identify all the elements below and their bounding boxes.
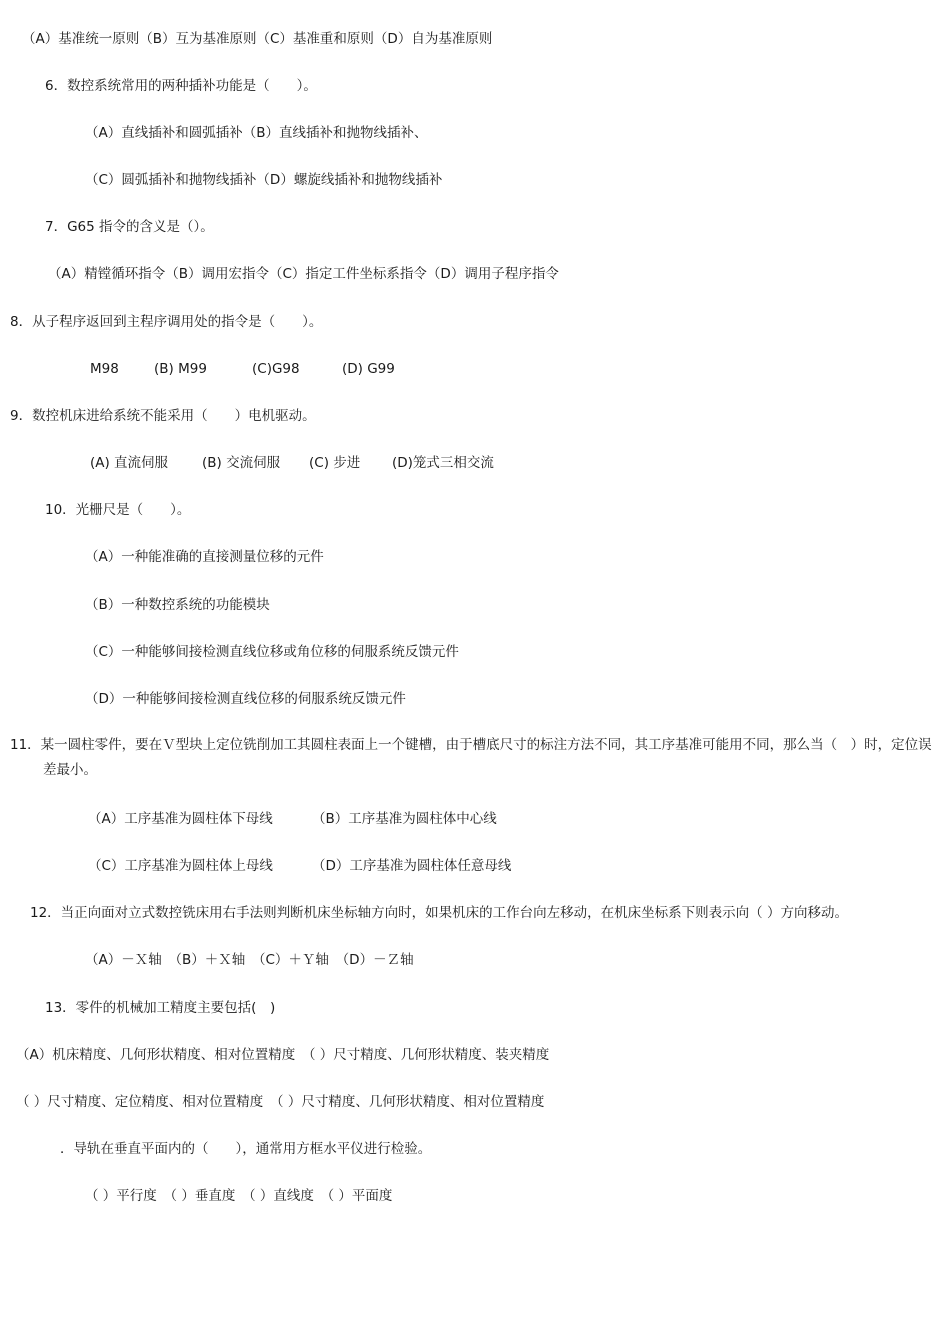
q9-option-c: (C) 步进 bbox=[309, 455, 361, 471]
q11-option-b: （B）工序基准为圆柱体中心线 bbox=[312, 811, 497, 827]
q13-options-1: （A）机床精度、几何形状精度、相对位置精度 （ ）尺寸精度、几何形状精度、装夹精度 bbox=[16, 1047, 550, 1063]
q6-options-cd: （C）圆弧插补和抛物线插补（D）螺旋线插补和抛物线插补 bbox=[85, 172, 443, 188]
q14-options: （ ）平行度 （ ）垂直度 （ ）直线度 （ ）平面度 bbox=[85, 1188, 393, 1204]
question-10: 10．光栅尺是（ ）。 bbox=[45, 502, 191, 518]
q8-option-d: (D) G99 bbox=[342, 361, 395, 377]
q9-option-d: (D)笼式三相交流 bbox=[392, 455, 494, 471]
q8-option-c: (C)G98 bbox=[252, 361, 300, 377]
question-13: 13．零件的机械加工精度主要包括( ) bbox=[45, 1000, 276, 1016]
q6-options-ab: （A）直线插补和圆弧插补（B）直线插补和抛物线插补、 bbox=[85, 125, 428, 141]
q13-options-2: （ ）尺寸精度、定位精度、相对位置精度 （ ）尺寸精度、几何形状精度、相对位置精度 bbox=[16, 1094, 545, 1110]
q10-option-c: （C）一种能够间接检测直线位移或角位移的伺服系统反馈元件 bbox=[85, 644, 459, 660]
q11-option-d: （D）工序基准为圆柱体任意母线 bbox=[312, 858, 512, 874]
q10-option-d: （D）一种能够间接检测直线位移的伺服系统反馈元件 bbox=[85, 691, 406, 707]
q11-option-a: （A）工序基准为圆柱体下母线 bbox=[88, 811, 273, 827]
q12-options: （A）－Ｘ轴 （B）＋Ｘ轴 （C）＋Ｙ轴 （D）－Ｚ轴 bbox=[85, 952, 414, 968]
q8-option-b: (B) M99 bbox=[154, 361, 207, 377]
q5-options: （A）基准统一原则（B）互为基准原则（C）基准重和原则（D）自为基准原则 bbox=[22, 31, 493, 47]
q7-options: （A）精镗循环指令（B）调用宏指令（C）指定工件坐标系指令（D）调用子程序指令 bbox=[48, 266, 559, 282]
q11-option-c: （C）工序基准为圆柱体上母线 bbox=[88, 858, 273, 874]
question-12: 12．当正向面对立式数控铣床用右手法则判断机床坐标轴方向时，如果机床的工作台向左移动，在机床坐标系下则表示向（ ）方向移动。 bbox=[30, 905, 848, 921]
q9-option-b: (B) 交流伺服 bbox=[202, 455, 281, 471]
q10-option-b: （B）一种数控系统的功能模块 bbox=[85, 597, 270, 613]
q8-option-a: M98 bbox=[90, 361, 119, 377]
q9-option-a: (A) 直流伺服 bbox=[90, 455, 169, 471]
question-7: 7．G65 指令的含义是（）。 bbox=[45, 219, 214, 235]
question-14: ．导轨在垂直平面内的（ ），通常用方框水平仪进行检验。 bbox=[60, 1141, 432, 1157]
question-8: 8．从子程序返回到主程序调用处的指令是（ ）。 bbox=[10, 314, 323, 330]
question-6: 6．数控系统常用的两种插补功能是（ ）。 bbox=[45, 78, 317, 94]
question-11: 11．某一圆柱零件，要在Ｖ型块上定位铣削加工其圆柱表面上一个键槽，由于槽底尺寸的标注方法不同，其工序基准可能用不同，那么当（ ）时，定位误差最小。 bbox=[10, 737, 932, 778]
question-9: 9．数控机床进给系统不能采用（ ）电机驱动。 bbox=[10, 408, 316, 424]
q10-option-a: （A）一种能准确的直接测量位移的元件 bbox=[85, 549, 324, 565]
